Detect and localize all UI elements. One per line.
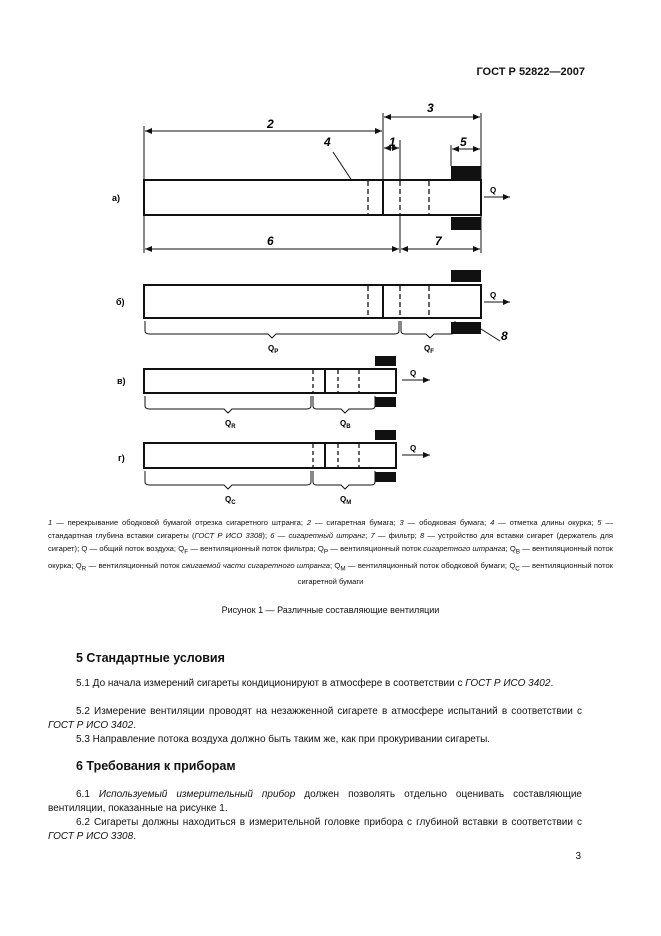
section-5-heading: 5 Стандартные условия <box>76 651 225 665</box>
panel-label-g: г) <box>118 453 125 463</box>
brace-qc <box>145 471 311 489</box>
cigarette-body <box>144 443 396 468</box>
holder-block-bottom <box>375 472 396 482</box>
paragraph-6-2: 6.2 Сигареты должны находиться в измерительной головке прибора с глубиной вставки в соответствии с ГОСТ Р ИСО 3308. <box>48 817 582 842</box>
paragraph-5-3: 5.3 Направление потока воздуха должно быть таким же, как при прокуривании сигареты. <box>76 734 491 745</box>
holder-block-top <box>375 430 396 440</box>
cigarette-body <box>144 180 481 215</box>
callout-2: 2 <box>267 117 274 131</box>
flow-label-qf: $Q_F$ <box>424 344 434 355</box>
holder-block-bottom <box>375 397 396 407</box>
brace-qb <box>313 396 375 413</box>
flow-label-qr: $Q_R$ <box>225 419 236 430</box>
callout-3: 3 <box>427 101 434 115</box>
panel-label-v: в) <box>117 376 126 386</box>
flow-label-q: Q <box>490 291 497 300</box>
section-6-heading: 6 Требования к приборам <box>76 759 236 773</box>
callout-4: 4 <box>324 135 331 149</box>
figure-legend: 1 — перекрывание ободковой бумагой отрезка сигаретного штранга; 2 — сигаретная бумага; 3 — ободковая бумага; 4 — отметка длины окурка; 5 — стандартная глубина вставки сигареты (ГОСТ Р ИСО 3308); 6 — сигаретный штранг; 7 — фильтр; 8 — устройство для вставки сигарет (держатель для сигарет); Q — общий поток воздуха; $Q_F$ — вентиляционный поток фильтра; $Q_P$ — вентиляционный поток сигаретного штранга; $Q_B$ — вентиляционный поток окурка; $Q_R$ — вентиляционный поток сжигаемой части сигаретного штранга; $Q_M$ — вентиляционный поток ободковой бумаги; $Q_C$ — вентиляционный поток сигаретной бумаги <box>48 518 614 587</box>
page-number: 3 <box>575 851 581 862</box>
flow-label-qm: $Q_M$ <box>340 495 352 506</box>
holder-block-bottom <box>451 217 481 230</box>
holder-block-top <box>375 356 396 366</box>
flow-label-qb: $Q_B$ <box>340 419 351 430</box>
paragraph-5-2: 5.2 Измерение вентиляции проводят на незажженной сигарете в атмосфере испытаний в соответствии с ГОСТ Р ИСО 3402. <box>48 706 582 731</box>
panel-label-a: а) <box>112 193 121 203</box>
cigarette-body <box>144 369 396 393</box>
flow-label-q: Q <box>410 369 417 378</box>
holder-block-top <box>451 166 481 179</box>
leader-line-8 <box>481 329 500 341</box>
callout-5: 5 <box>460 135 467 149</box>
holder-block-top <box>451 270 481 282</box>
panel-label-b: б) <box>116 297 125 307</box>
brace-qm <box>313 471 375 489</box>
flow-label-q: Q <box>410 444 417 453</box>
brace-qf <box>401 321 455 338</box>
callout-7: 7 <box>435 234 442 248</box>
figure-caption: Рисунок 1 — Различные составляющие вентиляции <box>221 605 440 615</box>
cigarette-body <box>144 285 481 318</box>
paragraph-6-1: 6.1 Используемый измерительный прибор должен позволять отдельно оценивать составляющие вентиляции, показанные на рисунке 1. <box>48 789 582 814</box>
callout-8: 8 <box>501 329 508 343</box>
document-id: ГОСТ Р 52822—2007 <box>476 66 585 78</box>
flow-label-qc: $Q_C$ <box>225 495 236 506</box>
callout-6: 6 <box>267 234 274 248</box>
callout-1: 1 <box>389 135 396 149</box>
paragraph-5-1: 5.1 До начала измерений сигареты кондиционируют в атмосфере в соответствии с ГОСТ Р ИСО 3402. <box>76 678 554 689</box>
flow-label-qp: $Q_P$ <box>268 344 279 355</box>
brace-qp <box>145 321 399 338</box>
flow-label-q: Q <box>490 186 497 195</box>
brace-qr <box>145 396 311 413</box>
